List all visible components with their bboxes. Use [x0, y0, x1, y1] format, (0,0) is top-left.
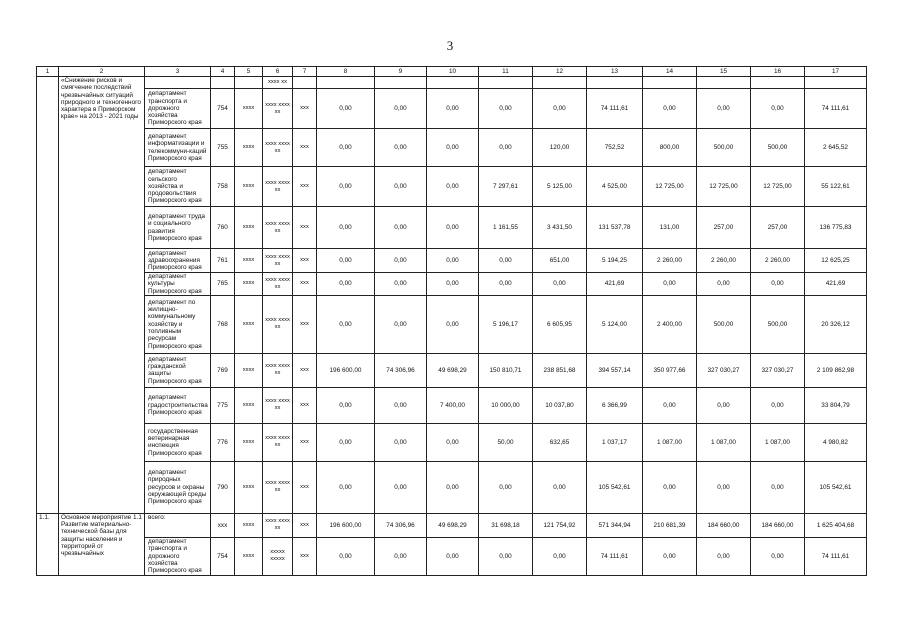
- value-col14: 0,00: [643, 537, 697, 575]
- value-col10: 0,00: [427, 461, 479, 513]
- header-col-10: 10: [427, 67, 479, 77]
- value-col11: 50,00: [479, 423, 533, 461]
- value-col15: 0,00: [697, 537, 751, 575]
- value-col13: 74 111,61: [587, 537, 643, 575]
- value-col8: 0,00: [317, 249, 375, 273]
- value-col11: 1 161,55: [479, 207, 533, 249]
- empty-cell: [145, 77, 211, 89]
- code-col4: 769: [211, 353, 235, 387]
- value-col8: 0,00: [317, 207, 375, 249]
- value-col12: 5 125,00: [533, 167, 587, 207]
- table-row: [37, 513, 867, 537]
- budget-table: [36, 66, 867, 576]
- value-col11: 5 196,17: [479, 295, 533, 353]
- code-col7: xxx: [293, 167, 317, 207]
- value-col12: 10 037,80: [533, 387, 587, 423]
- department-name: департамент здравоохранения Приморского края: [145, 249, 211, 273]
- value-col8: 0,00: [317, 167, 375, 207]
- code-col6: xxxxx xxxxx: [263, 537, 293, 575]
- code-col7: xxx: [293, 295, 317, 353]
- code-col5: xxxx: [235, 423, 263, 461]
- value-col9: 0,00: [375, 295, 427, 353]
- code-col6: xxxx xxxx xx: [263, 207, 293, 249]
- value-col17: 1 625 404,68: [805, 513, 867, 537]
- value-col14: 2 260,00: [643, 249, 697, 273]
- code-col7: xxx: [293, 513, 317, 537]
- empty-cell: [375, 77, 427, 89]
- empty-cell: [697, 77, 751, 89]
- department-name: департамент природных ресурсов и охраны окружающей среды Приморского края: [145, 461, 211, 513]
- header-col-8: 8: [317, 67, 375, 77]
- value-col12: 0,00: [533, 89, 587, 129]
- value-col17: 33 804,79: [805, 387, 867, 423]
- value-col9: 0,00: [375, 387, 427, 423]
- department-name: департамент информатизации и телекоммуни-каций Приморского края: [145, 129, 211, 167]
- value-col11: 0,00: [479, 273, 533, 296]
- code-col4: 775: [211, 387, 235, 423]
- code-col4: 760: [211, 207, 235, 249]
- program-name: «Снижение рисков и смягчение последствий чрезвычайных ситуаций природного и техногенного характера в Приморском крае» на 2013 - 2021 годы: [59, 77, 145, 514]
- code-col4: 761: [211, 249, 235, 273]
- code-col5: xxxx: [235, 537, 263, 575]
- value-col9: 74 306,96: [375, 513, 427, 537]
- value-col15: 2 260,00: [697, 249, 751, 273]
- value-col12: 0,00: [533, 461, 587, 513]
- value-col8: 0,00: [317, 89, 375, 129]
- code-col4: 768: [211, 295, 235, 353]
- value-col10: 0,00: [427, 207, 479, 249]
- value-col16: 2 260,00: [751, 249, 805, 273]
- department-name: департамент транспорта и дорожного хозяйства Приморского края: [145, 89, 211, 129]
- header-col-17: 17: [805, 67, 867, 77]
- value-col13: 421,69: [587, 273, 643, 296]
- code-col7: xxx: [293, 537, 317, 575]
- value-col16: 1 087,00: [751, 423, 805, 461]
- value-col14: 2 400,00: [643, 295, 697, 353]
- empty-cell: [317, 77, 375, 89]
- code-col6: xxxx xxxx xx: [263, 461, 293, 513]
- value-col17: 2 645,52: [805, 129, 867, 167]
- code-col4: 758: [211, 167, 235, 207]
- code-col4: 754: [211, 537, 235, 575]
- value-col16: 0,00: [751, 89, 805, 129]
- empty-cell: [293, 77, 317, 89]
- value-col9: 0,00: [375, 537, 427, 575]
- value-col17: 136 775,83: [805, 207, 867, 249]
- value-col9: 0,00: [375, 89, 427, 129]
- code-col6: xxxx xxxx xx: [263, 273, 293, 296]
- code-col5: xxxx: [235, 353, 263, 387]
- value-col15: 0,00: [697, 89, 751, 129]
- department-name: департамент по жилищно-коммунальному хозяйству и топливным ресурсам Приморского края: [145, 295, 211, 353]
- value-col10: 0,00: [427, 167, 479, 207]
- value-col8: 0,00: [317, 461, 375, 513]
- value-col17: 421,69: [805, 273, 867, 296]
- department-name: департамент градостроительства Приморского края: [145, 387, 211, 423]
- value-col12: 6 605,95: [533, 295, 587, 353]
- value-col17: 2 109 862,98: [805, 353, 867, 387]
- header-col-7: 7: [293, 67, 317, 77]
- code-col6: xxxx xxxx xx: [263, 295, 293, 353]
- value-col10: 0,00: [427, 273, 479, 296]
- value-col16: 327 030,27: [751, 353, 805, 387]
- code-col5: xxxx: [235, 167, 263, 207]
- code-col6: xxxx xxxx xx: [263, 513, 293, 537]
- program-first-row: [37, 77, 867, 89]
- value-col11: 0,00: [479, 461, 533, 513]
- value-col8: 0,00: [317, 537, 375, 575]
- value-col13: 131 537,78: [587, 207, 643, 249]
- department-name: всего:: [145, 513, 211, 537]
- code-col5: xxxx: [235, 129, 263, 167]
- value-col14: 1 087,00: [643, 423, 697, 461]
- table-row: [37, 387, 867, 423]
- code-col6: xxxx xxxx xx: [263, 89, 293, 129]
- value-col13: 394 557,14: [587, 353, 643, 387]
- code-col4: 790: [211, 461, 235, 513]
- value-col8: 0,00: [317, 273, 375, 296]
- value-col12: 0,00: [533, 273, 587, 296]
- value-col16: 0,00: [751, 461, 805, 513]
- table-row: [37, 249, 867, 273]
- empty-cell: [427, 77, 479, 89]
- value-col8: 196 600,00: [317, 353, 375, 387]
- value-col15: 257,00: [697, 207, 751, 249]
- value-col9: 0,00: [375, 129, 427, 167]
- code-col4: xxx: [211, 513, 235, 537]
- value-col17: 74 111,61: [805, 89, 867, 129]
- value-col10: 0,00: [427, 89, 479, 129]
- activity-num: 1.1.: [37, 513, 59, 575]
- value-col10: 49 698,29: [427, 353, 479, 387]
- table-row: [37, 273, 867, 296]
- table-row: [37, 295, 867, 353]
- value-col8: 0,00: [317, 423, 375, 461]
- value-col12: 3 431,50: [533, 207, 587, 249]
- department-name: департамент сельского хозяйства и продовольствия Приморского края: [145, 167, 211, 207]
- value-col11: 10 000,00: [479, 387, 533, 423]
- value-col17: 105 542,61: [805, 461, 867, 513]
- value-col11: 31 698,18: [479, 513, 533, 537]
- value-col17: 74 111,61: [805, 537, 867, 575]
- value-col14: 210 681,39: [643, 513, 697, 537]
- value-col14: 0,00: [643, 273, 697, 296]
- empty-cell: [587, 77, 643, 89]
- value-col10: 0,00: [427, 129, 479, 167]
- value-col12: 238 851,68: [533, 353, 587, 387]
- value-col13: 5 194,25: [587, 249, 643, 273]
- value-col15: 184 660,00: [697, 513, 751, 537]
- value-col11: 0,00: [479, 129, 533, 167]
- value-col15: 500,00: [697, 295, 751, 353]
- header-col-13: 13: [587, 67, 643, 77]
- value-col15: 500,00: [697, 129, 751, 167]
- table-row: [37, 167, 867, 207]
- value-col14: 350 977,66: [643, 353, 697, 387]
- code-col7: xxx: [293, 89, 317, 129]
- value-col9: 0,00: [375, 423, 427, 461]
- code-col6: xxxx xxxx xx: [263, 387, 293, 423]
- empty-cell: [805, 77, 867, 89]
- code-col6: xxxx xxxx xx: [263, 129, 293, 167]
- empty-cell: [211, 77, 235, 89]
- value-col13: 74 111,61: [587, 89, 643, 129]
- header-col-12: 12: [533, 67, 587, 77]
- header-col-16: 16: [751, 67, 805, 77]
- value-col9: 0,00: [375, 207, 427, 249]
- value-col14: 800,00: [643, 129, 697, 167]
- value-col13: 752,52: [587, 129, 643, 167]
- code-col7: xxx: [293, 207, 317, 249]
- department-name: департамент гражданской защиты Приморского края: [145, 353, 211, 387]
- code-col7: xxx: [293, 249, 317, 273]
- department-name: департамент труда и социального развития Приморского края: [145, 207, 211, 249]
- value-col10: 0,00: [427, 537, 479, 575]
- value-col13: 4 525,00: [587, 167, 643, 207]
- empty-cell: [235, 77, 263, 89]
- department-name: государственная ветеринарная инспекция Приморского края: [145, 423, 211, 461]
- value-col15: 0,00: [697, 273, 751, 296]
- value-col16: 0,00: [751, 273, 805, 296]
- code-col7: xxx: [293, 129, 317, 167]
- value-col17: 55 122,61: [805, 167, 867, 207]
- empty-cell: [479, 77, 533, 89]
- code-col6: xxxx xxxx xx: [263, 353, 293, 387]
- header-col-15: 15: [697, 67, 751, 77]
- code-col5: xxxx: [235, 387, 263, 423]
- value-col11: 7 297,61: [479, 167, 533, 207]
- code-col5: xxxx: [235, 273, 263, 296]
- value-col11: 150 810,71: [479, 353, 533, 387]
- value-col16: 0,00: [751, 387, 805, 423]
- table-row: [37, 207, 867, 249]
- code-col5: xxxx: [235, 295, 263, 353]
- header-col-3: 3: [145, 67, 211, 77]
- value-col12: 121 754,92: [533, 513, 587, 537]
- program-first-code6: xxxx xx: [263, 77, 293, 89]
- empty-cell: [533, 77, 587, 89]
- value-col11: 0,00: [479, 249, 533, 273]
- value-col10: 0,00: [427, 423, 479, 461]
- value-col16: 0,00: [751, 537, 805, 575]
- value-col17: 4 980,82: [805, 423, 867, 461]
- value-col17: 12 625,25: [805, 249, 867, 273]
- value-col12: 632,65: [533, 423, 587, 461]
- value-col8: 0,00: [317, 295, 375, 353]
- department-name: департамент транспорта и дорожного хозяйства Приморского края: [145, 537, 211, 575]
- value-col16: 12 725,00: [751, 167, 805, 207]
- value-col9: 0,00: [375, 461, 427, 513]
- header-col-14: 14: [643, 67, 697, 77]
- value-col14: 0,00: [643, 387, 697, 423]
- value-col14: 0,00: [643, 461, 697, 513]
- empty-cell: [643, 77, 697, 89]
- header-col-6: 6: [263, 67, 293, 77]
- table-row: [37, 537, 867, 575]
- activity-name: Основное мероприятие 1.1 Развитие материально-технической базы для защиты населения и территорий от чрезвычайных: [59, 513, 145, 575]
- table-row: [37, 353, 867, 387]
- value-col12: 120,00: [533, 129, 587, 167]
- value-col12: 651,00: [533, 249, 587, 273]
- code-col7: xxx: [293, 461, 317, 513]
- value-col15: 12 725,00: [697, 167, 751, 207]
- empty-cell: [751, 77, 805, 89]
- department-name: департамент культуры Приморского края: [145, 273, 211, 296]
- value-col10: 7 400,00: [427, 387, 479, 423]
- value-col11: 0,00: [479, 89, 533, 129]
- code-col5: xxxx: [235, 513, 263, 537]
- program-num-cell: [37, 77, 59, 514]
- table-row: [37, 89, 867, 129]
- value-col13: 571 344,94: [587, 513, 643, 537]
- value-col10: 0,00: [427, 249, 479, 273]
- value-col15: 0,00: [697, 461, 751, 513]
- value-col12: 0,00: [533, 537, 587, 575]
- value-col15: 327 030,27: [697, 353, 751, 387]
- value-col13: 105 542,61: [587, 461, 643, 513]
- code-col7: xxx: [293, 273, 317, 296]
- value-col8: 0,00: [317, 129, 375, 167]
- header-col-4: 4: [211, 67, 235, 77]
- value-col16: 257,00: [751, 207, 805, 249]
- value-col15: 0,00: [697, 387, 751, 423]
- header-col-11: 11: [479, 67, 533, 77]
- code-col6: xxxx xxxx xx: [263, 249, 293, 273]
- table-row: [37, 461, 867, 513]
- value-col11: 0,00: [479, 537, 533, 575]
- value-col17: 20 326,12: [805, 295, 867, 353]
- code-col6: xxxx xxxx xx: [263, 423, 293, 461]
- value-col8: 0,00: [317, 387, 375, 423]
- value-col10: 49 698,29: [427, 513, 479, 537]
- value-col16: 500,00: [751, 129, 805, 167]
- code-col4: 754: [211, 89, 235, 129]
- value-col15: 1 087,00: [697, 423, 751, 461]
- code-col7: xxx: [293, 423, 317, 461]
- value-col9: 0,00: [375, 273, 427, 296]
- code-col5: xxxx: [235, 461, 263, 513]
- value-col10: 0,00: [427, 295, 479, 353]
- header-row: [37, 67, 867, 77]
- value-col9: 0,00: [375, 167, 427, 207]
- code-col5: xxxx: [235, 89, 263, 129]
- header-col-5: 5: [235, 67, 263, 77]
- value-col16: 184 660,00: [751, 513, 805, 537]
- value-col13: 6 366,99: [587, 387, 643, 423]
- code-col7: xxx: [293, 353, 317, 387]
- value-col13: 1 037,17: [587, 423, 643, 461]
- table-row: [37, 423, 867, 461]
- code-col6: xxxx xxxx xx: [263, 167, 293, 207]
- value-col16: 500,00: [751, 295, 805, 353]
- code-col7: xxx: [293, 387, 317, 423]
- code-col4: 776: [211, 423, 235, 461]
- table-row: [37, 129, 867, 167]
- code-col4: 765: [211, 273, 235, 296]
- value-col9: 74 306,96: [375, 353, 427, 387]
- code-col5: xxxx: [235, 207, 263, 249]
- value-col14: 0,00: [643, 89, 697, 129]
- header-col-9: 9: [375, 67, 427, 77]
- page-number: 3: [446, 38, 454, 53]
- value-col13: 5 124,00: [587, 295, 643, 353]
- code-col4: 755: [211, 129, 235, 167]
- header-col-1: 1: [37, 67, 59, 77]
- value-col14: 131,00: [643, 207, 697, 249]
- value-col14: 12 725,00: [643, 167, 697, 207]
- header-col-2: 2: [59, 67, 145, 77]
- value-col9: 0,00: [375, 249, 427, 273]
- value-col8: 196 600,00: [317, 513, 375, 537]
- code-col5: xxxx: [235, 249, 263, 273]
